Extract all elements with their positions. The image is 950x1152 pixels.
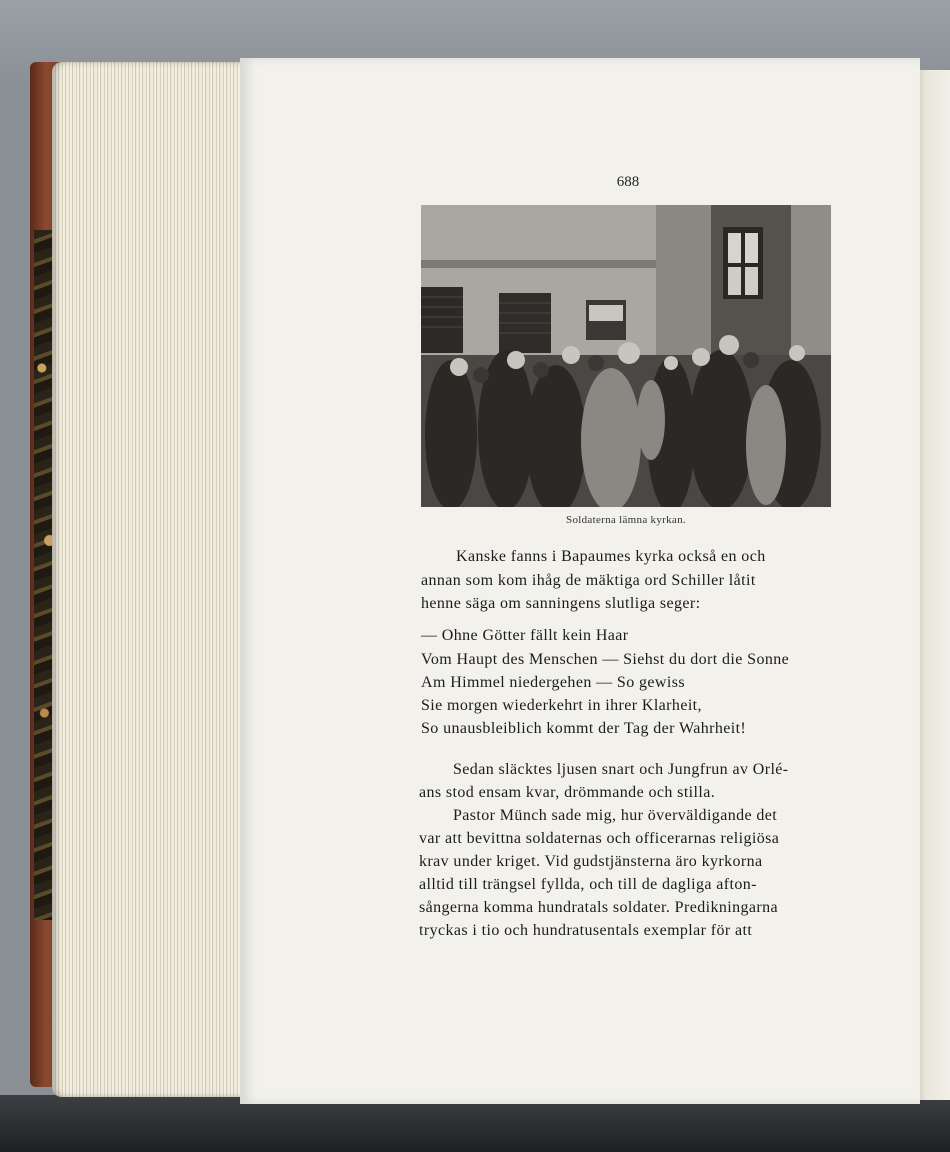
paragraph-1-line-1: Kanske fanns i Bapaumes kyrka också en och	[456, 548, 766, 565]
paragraph-2-line-2: ans stod ensam kvar, drömmande och stilla.	[419, 784, 716, 801]
photo-caption: Soldaterna lämna kyrkan.	[566, 514, 686, 526]
paragraph-2-line-1: Sedan släcktes ljusen snart och Jungfrun av Orlé-	[453, 761, 789, 778]
paragraph-3-line-6: tryckas i tio och hundratusentals exemplar för att	[419, 922, 753, 939]
photo-image	[421, 205, 831, 507]
paragraph-3-line-1: Pastor Münch sade mig, hur överväldigande det	[453, 807, 778, 824]
paragraph-3-line-4: alltid till trängsel fyllda, och till de dagliga afton-	[419, 876, 757, 893]
photo-soldiers-leaving-church	[421, 205, 831, 507]
poem-line-5: So unausbleiblich kommt der Tag der Wahrheit!	[421, 720, 747, 737]
poem-line-2: Vom Haupt des Menschen — Siehst du dort die Sonne	[421, 651, 790, 668]
poem-line-1: — Ohne Götter fällt kein Haar	[421, 627, 629, 644]
paragraph-3-line-2: var att bevittna soldaternas och officerarnas religiösa	[419, 830, 780, 847]
paragraph-1-line-2: annan som kom ihåg de mäktiga ord Schiller låtit	[421, 572, 756, 589]
paragraph-3-line-5: sångerna komma hundratals soldater. Predikningarna	[419, 899, 779, 916]
poem-line-3: Am Himmel niedergehen — So gewiss	[421, 674, 685, 691]
paragraph-1-line-3: henne säga om sanningens slutliga seger:	[421, 595, 701, 612]
poem-line-4: Sie morgen wiederkehrt in ihrer Klarheit,	[421, 697, 702, 714]
page-edges	[52, 62, 244, 1097]
page-number: 688	[616, 174, 640, 190]
next-page-edge	[916, 70, 950, 1100]
paragraph-3-line-3: krav under kriget. Vid gudstjänsterna äro kyrkorna	[419, 853, 763, 870]
